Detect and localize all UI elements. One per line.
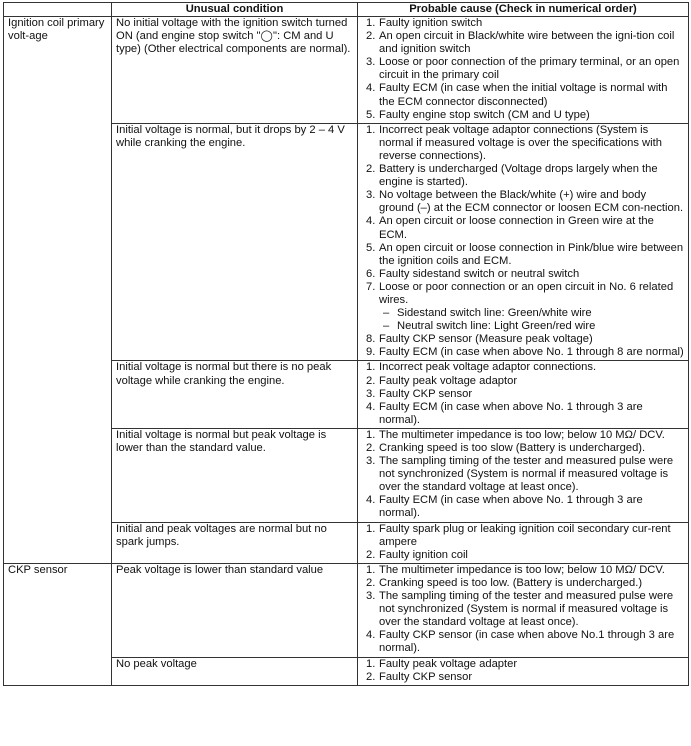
cause-text: Faulty engine stop switch (CM and U type) — [379, 108, 590, 121]
unusual-condition-cell: Initial voltage is normal, but it drops by 2 – 4 V while cranking the engine. — [112, 123, 358, 361]
probable-cause-cell — [358, 522, 689, 563]
cause-text: Battery is undercharged (Voltage drops largely when the engine is started). — [379, 163, 658, 189]
probable-cause-cell — [358, 428, 689, 522]
cause-text: Incorrect peak voltage adaptor connections (System is normal if measured voltage is over the specifications with reverse connections). — [379, 123, 662, 162]
cause-number: 2. — [366, 670, 376, 683]
cause-text: An open circuit in Black/white wire between the igni-tion coil and ignition switch — [379, 30, 675, 56]
cause-text: Faulty ECM (in case when above No. 1 through 3 are normal). — [379, 494, 643, 520]
cause-item — [362, 549, 684, 562]
cause-number: 1. — [366, 657, 376, 670]
probable-cause-cell — [358, 361, 689, 428]
cause-text: Faulty ECM (in case when the initial voltage is normal with the ECM connector disconnected) — [379, 82, 668, 108]
cause-item — [362, 375, 684, 388]
cause-item — [362, 429, 684, 442]
cause-text: Faulty ignition coil — [379, 548, 468, 561]
cause-item — [362, 442, 684, 455]
cause-item — [362, 109, 684, 122]
header-probable-cause: Probable cause (Check in numerical order) — [358, 3, 689, 17]
component-cell: Ignition coil primary volt-age — [4, 17, 112, 564]
cause-text: Faulty sidestand switch or neutral switch — [379, 267, 580, 280]
cause-list — [362, 523, 684, 562]
unusual-condition-cell: No initial voltage with the ignition switch turned ON (and engine stop switch "◯": CM and U type) (Other electrical components are normal). — [112, 17, 358, 124]
troubleshooting-document — [3, 2, 688, 686]
cause-item — [362, 124, 684, 163]
cause-number: 1. — [366, 123, 376, 136]
cause-list — [362, 361, 684, 426]
cause-number: 4. — [366, 629, 376, 642]
cause-item — [362, 671, 684, 684]
probable-cause-cell — [358, 17, 689, 124]
cause-text: No voltage between the Black/white (+) wire and body ground (–) at the ECM connector or loosen ECM con-nection. — [379, 189, 684, 215]
cause-text: The sampling timing of the tester and measured pulse were not synchronized (System is normal if measured voltage is over the standard voltage at least once). — [379, 590, 674, 629]
probable-cause-cell — [358, 563, 689, 657]
table-row — [4, 563, 689, 657]
cause-number: 2. — [366, 576, 376, 589]
cause-text: Faulty ignition switch — [379, 17, 483, 29]
cause-text: Faulty CKP sensor (Measure peak voltage) — [379, 333, 593, 346]
unusual-condition-cell: No peak voltage — [112, 657, 358, 685]
cause-item — [362, 215, 684, 241]
cause-item — [362, 658, 684, 671]
cause-item — [362, 17, 684, 30]
cause-text: Faulty ECM (in case when above No. 1 through 8 are normal) — [379, 346, 684, 359]
cause-list — [362, 124, 684, 360]
unusual-condition-cell: Initial and peak voltages are normal but no spark jumps. — [112, 522, 358, 563]
cause-number: 4. — [366, 494, 376, 507]
cause-item — [362, 494, 684, 520]
dash-bullet: – — [383, 320, 390, 333]
cause-number: 5. — [366, 241, 376, 254]
table-body — [4, 17, 689, 686]
cause-number: 3. — [366, 387, 376, 400]
cause-text: The multimeter impedance is too low; below 10 MΩ/ DCV. — [379, 428, 665, 441]
cause-item — [362, 361, 684, 374]
cause-item — [362, 189, 684, 215]
cause-item — [362, 629, 684, 655]
header-component — [4, 3, 112, 17]
cause-list — [362, 429, 684, 521]
cause-number: 1. — [366, 17, 376, 29]
troubleshooting-table — [3, 2, 689, 686]
unusual-condition-cell: Initial voltage is normal but peak voltage is lower than the standard value. — [112, 428, 358, 522]
cause-text: Faulty peak voltage adaptor — [379, 374, 518, 387]
cause-item — [362, 564, 684, 577]
component-cell: CKP sensor — [4, 563, 112, 685]
cause-list — [362, 658, 684, 684]
cause-text: An open circuit or loose connection in Green wire at the ECM. — [379, 215, 654, 241]
cause-item — [362, 30, 684, 56]
cause-text: Faulty peak voltage adapter — [379, 657, 518, 670]
cause-item — [362, 455, 684, 494]
cause-text: Cranking speed is too slow (Battery is undercharged). — [379, 442, 646, 454]
cause-item — [362, 163, 684, 189]
cause-number: 2. — [366, 30, 376, 43]
cause-number: 2. — [366, 442, 376, 454]
cause-number: 4. — [366, 82, 376, 95]
cause-text: An open circuit or loose connection in Pink/blue wire between the ignition coils and ECM. — [379, 241, 684, 267]
cause-number: 6. — [366, 267, 376, 280]
probable-cause-cell — [358, 657, 689, 685]
dash-bullet: – — [383, 307, 390, 320]
cause-text: Loose or poor connection or an open circuit in No. 6 related wires. — [379, 280, 674, 306]
cause-text: Faulty CKP sensor — [379, 670, 473, 683]
cause-number: 1. — [366, 563, 376, 576]
cause-sub-text: Neutral switch line: Light Green/red wire — [397, 320, 596, 333]
cause-number: 7. — [366, 280, 376, 293]
cause-item — [362, 268, 684, 281]
cause-text: Incorrect peak voltage adaptor connections. — [379, 361, 597, 374]
cause-sub-text: Sidestand switch line: Green/white wire — [397, 307, 592, 320]
unusual-condition-cell: Initial voltage is normal but there is no peak voltage while cranking the engine. — [112, 361, 358, 428]
cause-text: The sampling timing of the tester and measured pulse were not synchronized (System is normal if measured voltage is over the standard voltage at least once). — [379, 455, 674, 494]
cause-number: 8. — [366, 333, 376, 346]
cause-item — [362, 401, 684, 427]
cause-text: Faulty CKP sensor (in case when above No.1 through 3 are normal). — [379, 629, 675, 655]
cause-item — [362, 523, 684, 549]
cause-item — [362, 577, 684, 590]
cause-number: 3. — [366, 189, 376, 202]
cause-item — [362, 281, 684, 333]
cause-number: 4. — [366, 400, 376, 413]
cause-number: 2. — [366, 163, 376, 176]
table-row — [4, 17, 689, 124]
cause-text: Faulty spark plug or leaking ignition coil secondary cur-rent ampere — [379, 522, 671, 548]
probable-cause-cell — [358, 123, 689, 361]
cause-item — [362, 346, 684, 359]
cause-sub-list — [379, 307, 684, 333]
cause-number: 9. — [366, 346, 376, 359]
header-row — [4, 3, 689, 17]
cause-text: Faulty ECM (in case when above No. 1 through 3 are normal). — [379, 400, 643, 426]
cause-item — [362, 56, 684, 82]
cause-text: Cranking speed is too low. (Battery is undercharged.) — [379, 576, 643, 589]
cause-number: 1. — [366, 428, 376, 441]
cause-item — [362, 242, 684, 268]
cause-number: 3. — [366, 590, 376, 603]
cause-number: 1. — [366, 361, 376, 374]
cause-number: 3. — [366, 56, 376, 69]
cause-item — [362, 590, 684, 629]
cause-text: Faulty CKP sensor — [379, 387, 473, 400]
cause-text: Loose or poor connection of the primary terminal, or an open circuit in the primary coil — [379, 56, 680, 82]
cause-number: 3. — [366, 455, 376, 468]
cause-list — [362, 564, 684, 656]
cause-text: The multimeter impedance is too low; below 10 MΩ/ DCV. — [379, 563, 665, 576]
cause-number: 5. — [366, 108, 376, 121]
cause-item — [362, 388, 684, 401]
header-unusual-condition: Unusual condition — [112, 3, 358, 17]
cause-number: 4. — [366, 215, 376, 228]
cause-sub-item — [379, 320, 684, 333]
cause-sub-item — [379, 307, 684, 320]
cause-item — [362, 333, 684, 346]
unusual-condition-cell: Peak voltage is lower than standard value — [112, 563, 358, 657]
cause-number: 2. — [366, 548, 376, 561]
cause-number: 1. — [366, 522, 376, 535]
cause-list — [362, 17, 684, 122]
cause-number: 2. — [366, 374, 376, 387]
cause-item — [362, 82, 684, 108]
